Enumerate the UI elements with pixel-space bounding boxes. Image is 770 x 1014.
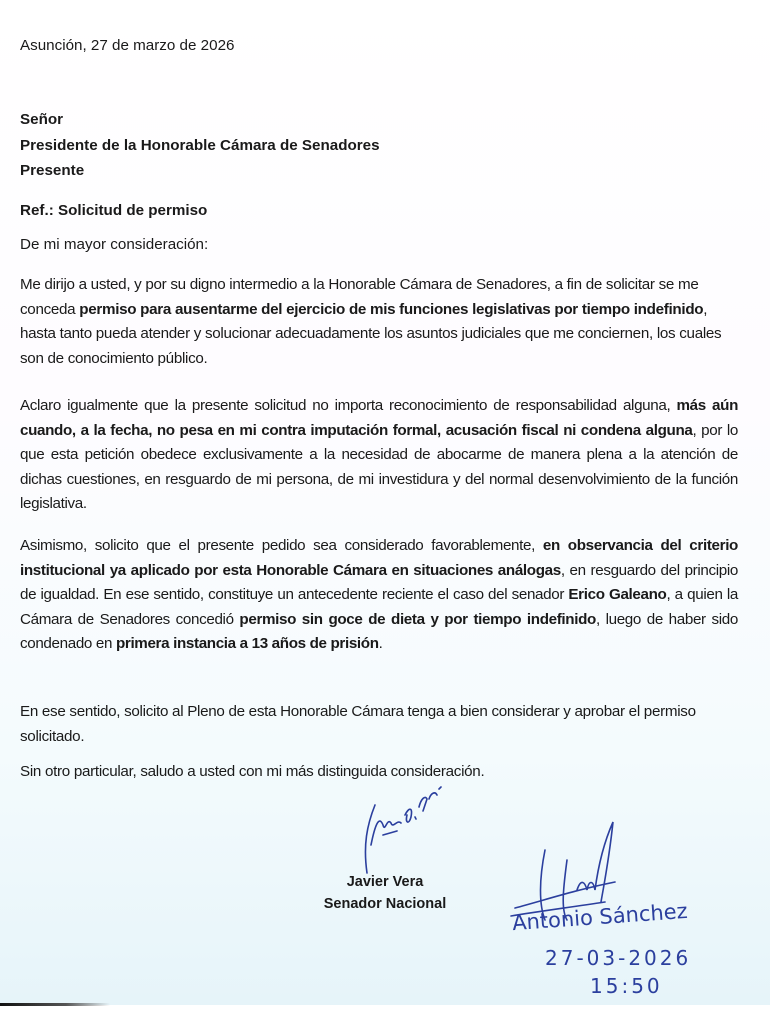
paragraph-3 bbox=[20, 534, 738, 657]
receipt-handwritten-date: 27-03-2026 bbox=[545, 946, 692, 970]
paragraph-text: Asimismo, solicito que el presente pedido sea considerado favorablemente, bbox=[20, 537, 543, 554]
paragraph-4 bbox=[20, 700, 738, 749]
page-edge-shadow bbox=[0, 1003, 110, 1006]
paragraph-text: Aclaro igualmente que la presente solicitud no importa reconocimiento de responsabilidad alguna, bbox=[20, 397, 677, 414]
paragraph-text: , luego de haber sido condenado en bbox=[20, 610, 738, 652]
paragraph-text: , hasta tanto pueda atender y solucionar adecuadamente los asuntos judiciales que me conciernen, los cuales son de conocimiento público. bbox=[20, 300, 722, 367]
signatory-name: Javier Vera bbox=[346, 874, 424, 890]
closing-line: Sin otro particular, saludo a usted con mi más distinguida consideración. bbox=[20, 763, 485, 780]
recipient-salutation: Señor bbox=[20, 111, 64, 128]
paragraph-text: , en resguardo del principio de igualdad. En ese sentido, constituye un antecedente reciente el caso del senador bbox=[20, 561, 738, 603]
signature-javier-vera-icon bbox=[345, 785, 455, 880]
paragraph-text: , por lo que esta petición obedece exclusivamente a la necesidad de abocarme de manera plena a la atención de dichas cuestiones, en resguardo de mi persona, de mi investidura y del normal desenvolvimiento de la función legislativa. bbox=[20, 421, 738, 512]
paragraph-bold-text: permiso para ausentarme del ejercicio de mis funciones legislativas por tiempo indefinido bbox=[79, 300, 704, 318]
paragraph-bold-text: permiso sin goce de dieta y por tiempo indefinido bbox=[239, 610, 596, 628]
paragraph-1 bbox=[20, 273, 738, 371]
receipt-handwritten-time: 15:50 bbox=[590, 974, 663, 998]
signatory-block bbox=[300, 871, 470, 915]
paragraph-bold-text: Erico Galeano bbox=[568, 586, 667, 603]
paragraph-bold-text: más aún cuando, a la fecha, no pesa en mi contra imputación formal, acusación fiscal ni condena alguna bbox=[20, 397, 738, 439]
receipt-handwritten-name: Antonio Sánchez bbox=[511, 898, 689, 936]
paragraph-text: , a quien la Cámara de Senadores concedió bbox=[20, 586, 739, 628]
page-bottom-edge bbox=[0, 1005, 770, 1014]
greeting: De mi mayor consideración: bbox=[20, 236, 209, 253]
place-date: Asunción, 27 de marzo de 2026 bbox=[20, 37, 235, 54]
paragraph-text: En ese sentido, solicito al Pleno de esta Honorable Cámara tenga a bien considerar y aprobar el permiso solicitado. bbox=[20, 703, 696, 745]
paragraph-2 bbox=[20, 394, 738, 517]
reference-line: Ref.: Solicitud de permiso bbox=[20, 202, 208, 219]
paragraph-text: . bbox=[378, 635, 383, 652]
recipient-presente: Presente bbox=[20, 162, 85, 179]
signatory-role: Senador Nacional bbox=[323, 896, 447, 912]
paragraph-bold-text: en observancia del criterio institucional ya aplicado por esta Honorable Cámara en situaciones análogas bbox=[20, 537, 738, 579]
recipient-title: Presidente de la Honorable Cámara de Senadores bbox=[20, 137, 380, 154]
paragraph-bold-text: primera instancia a 13 años de prisión bbox=[115, 635, 379, 652]
paragraph-text: Me dirijo a usted, y por su digno intermedio a la Honorable Cámara de Senadores, a fin de solicitar se me conceda bbox=[20, 276, 699, 318]
